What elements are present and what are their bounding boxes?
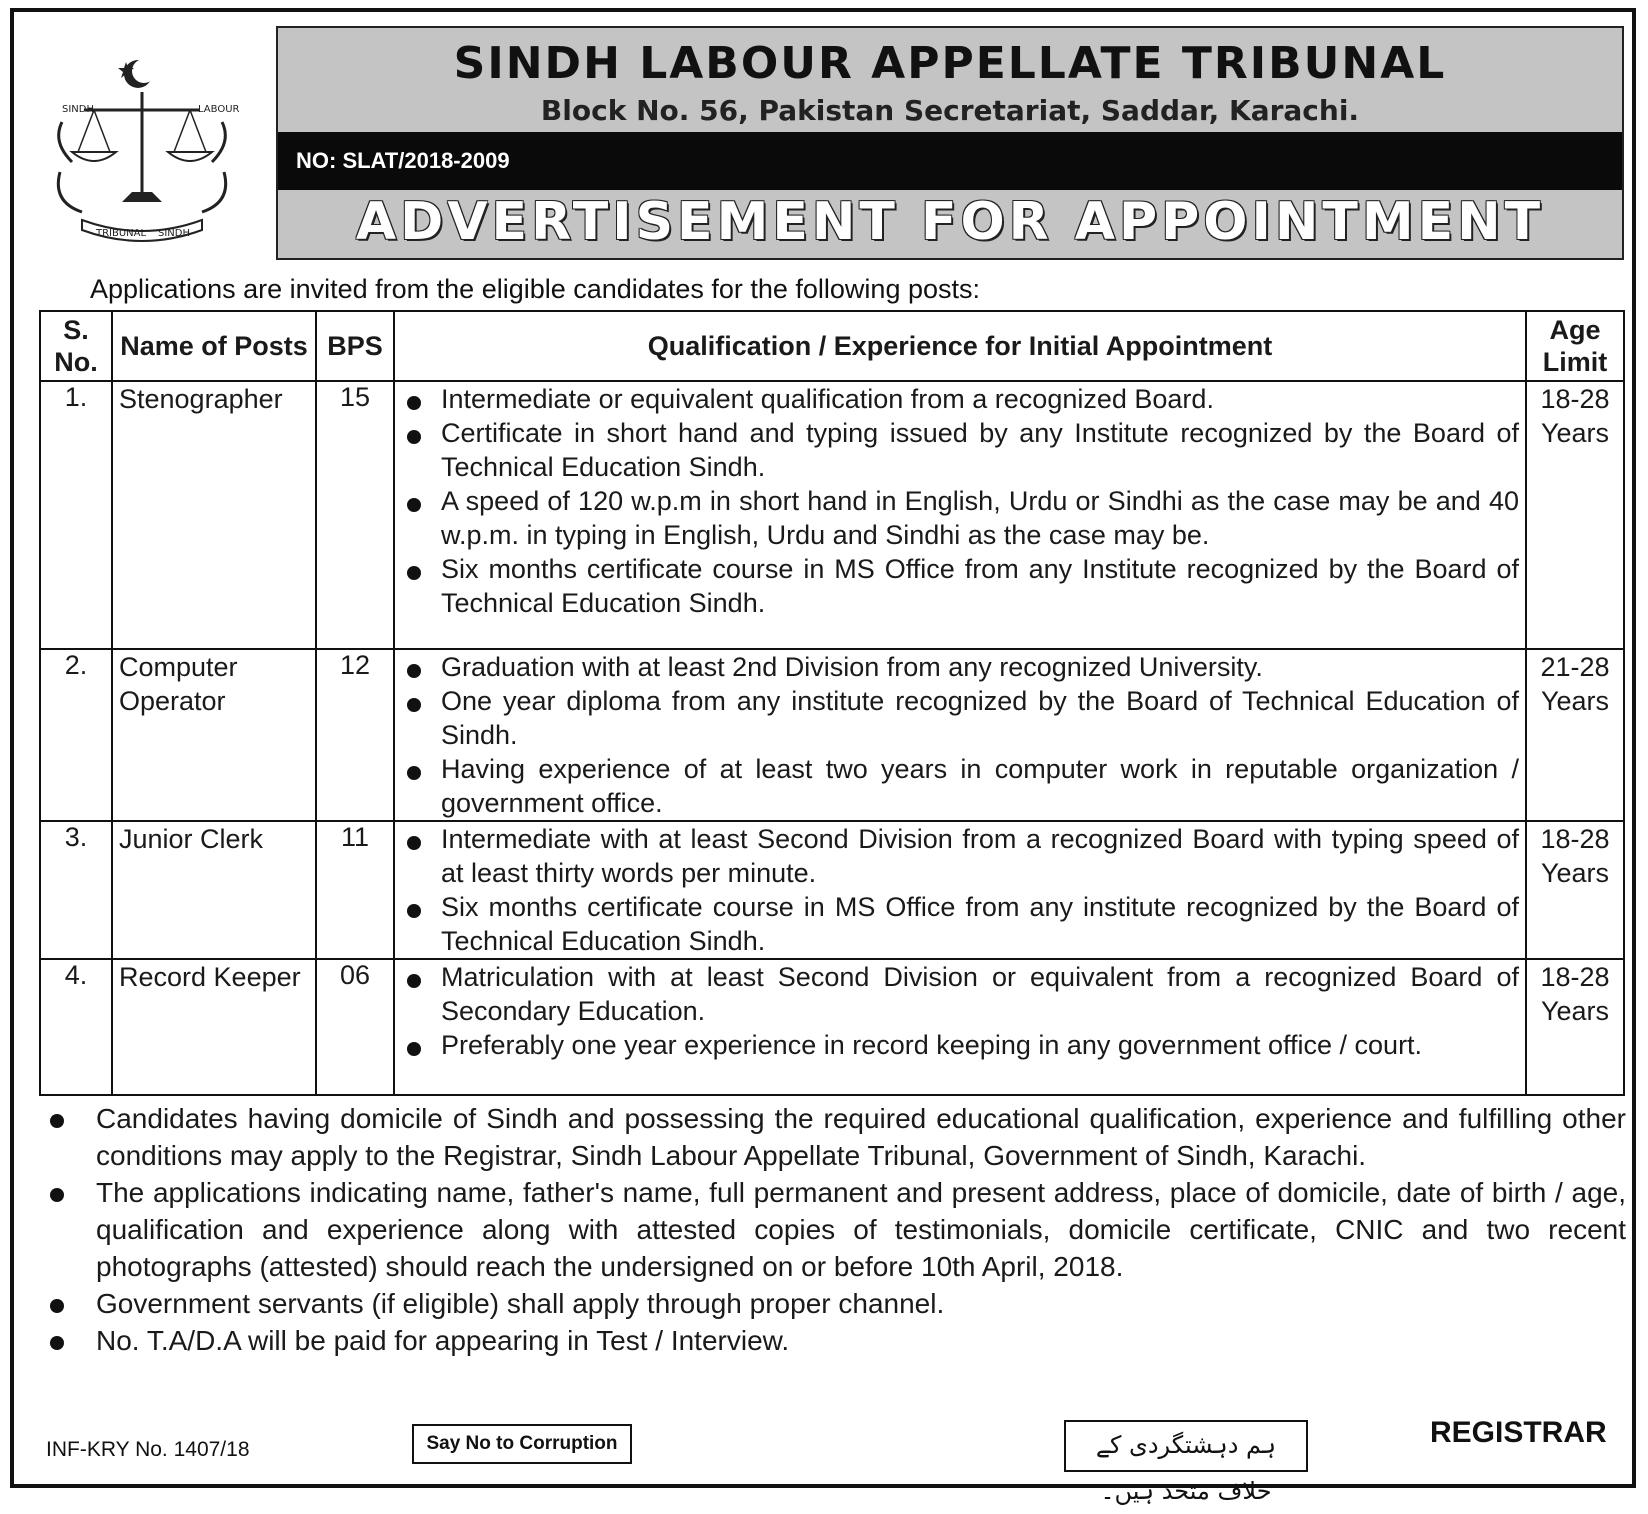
- note-item: Government servants (if eligible) shall apply through proper channel.: [36, 1285, 1626, 1322]
- cell-qualification: [394, 821, 1526, 959]
- ribbon-left-text: SINDH: [62, 104, 94, 115]
- qualification-item: Having experience of at least two years in computer work in reputable organization / government office.: [401, 752, 1519, 820]
- cell-post-name: Record Keeper: [112, 959, 316, 1095]
- table-header-row: [40, 311, 1624, 381]
- advertisement-title: ADVERTISEMENT FOR APPOINTMENT: [355, 192, 1545, 252]
- note-item: The applications indicating name, father's name, full permanent and present address, place of domicile, date of birth / age, qualification and experience along with attested copies of testimonials, domicile certificate, CNIC and two recent photographs (attested) should reach the undersigned on or before 10th April, 2018.: [36, 1174, 1626, 1285]
- header-age: Age Limit: [1526, 311, 1624, 381]
- cell-age-limit: 18-28 Years: [1526, 959, 1624, 1095]
- qualification-item: Graduation with at least 2nd Division from any recognized University.: [401, 650, 1519, 684]
- advertisement-page: [10, 8, 1636, 1505]
- cell-bps: 06: [316, 959, 394, 1095]
- signatory: REGISTRAR: [1430, 1416, 1607, 1449]
- qualification-item: Intermediate or equivalent qualification from a recognized Board.: [401, 382, 1519, 416]
- intro-text: Applications are invited from the eligible candidates for the following posts:: [90, 274, 980, 304]
- inf-number: INF-KRY No. 1407/18: [46, 1438, 250, 1461]
- cell-post-name: Stenographer: [112, 381, 316, 649]
- cell-sno: 3.: [40, 821, 112, 959]
- tribunal-emblem-icon: [42, 52, 262, 252]
- qualification-item: Certificate in short hand and typing issued by any Institute recognized by the Board of Technical Education Sindh.: [401, 416, 1519, 484]
- header-name: Name of Posts: [112, 311, 316, 381]
- posts-table: [39, 310, 1625, 1096]
- ribbon-right-text: LABOUR: [198, 104, 240, 115]
- reference-number: NO: SLAT/2018-2009: [296, 148, 510, 173]
- cell-sno: 1.: [40, 381, 112, 649]
- qualification-item: Preferably one year experience in record keeping in any government office / court.: [401, 1028, 1519, 1062]
- ribbon-bottom-right-text: SINDH: [158, 228, 190, 239]
- organization-address: Block No. 56, Pakistan Secretariat, Saddar, Karachi.: [540, 94, 1360, 127]
- cell-qualification: [394, 649, 1526, 821]
- cell-post-name: Computer Operator: [112, 649, 316, 821]
- qualification-item: Intermediate with at least Second Division from a recognized Board with typing speed of at least thirty words per minute.: [401, 822, 1519, 890]
- qualification-item: One year diploma from any institute recognized by the Board of Technical Education of Sindh.: [401, 684, 1519, 752]
- cell-age-limit: 18-28 Years: [1526, 381, 1624, 649]
- cell-bps: 11: [316, 821, 394, 959]
- cell-sno: 4.: [40, 959, 112, 1095]
- qualification-item: Matriculation with at least Second Division or equivalent from a recognized Board of Secondary Education.: [401, 960, 1519, 1028]
- cell-qualification: [394, 381, 1526, 649]
- qualification-item: A speed of 120 w.p.m in short hand in English, Urdu or Sindhi as the case may be and 40 w.p.m. in typing in English, Urdu and Sindhi as the case may be.: [401, 484, 1519, 552]
- header-qualification: Qualification / Experience for Initial Appointment: [394, 311, 1526, 381]
- header-sno: S. No.: [40, 311, 112, 381]
- cell-bps: 15: [316, 381, 394, 649]
- ribbon-bottom-left-text: TRIBUNAL: [96, 228, 147, 239]
- organization-title: SINDH LABOUR APPELLATE TRIBUNAL: [453, 38, 1447, 89]
- note-item: Candidates having domicile of Sindh and possessing the required educational qualification, experience and fulfilling other conditions may apply to the Registrar, Sindh Labour Appellate Tribunal, Government of Sindh, Karachi.: [36, 1100, 1626, 1174]
- table-row: [40, 381, 1624, 649]
- urdu-slogan: ہم دہشتگردی کے خلاف متحد ہیں۔: [1064, 1420, 1308, 1472]
- cell-age-limit: 21-28 Years: [1526, 649, 1624, 821]
- cell-bps: 12: [316, 649, 394, 821]
- table-row: [40, 959, 1624, 1095]
- notes-list: [36, 1100, 1626, 1359]
- cell-sno: 2.: [40, 649, 112, 821]
- reference-bar: [278, 132, 1622, 190]
- cell-qualification: [394, 959, 1526, 1095]
- anti-corruption-slogan: Say No to Corruption: [412, 1424, 632, 1464]
- header-bps: BPS: [316, 311, 394, 381]
- note-item: No. T.A/D.A will be paid for appearing in Test / Interview.: [36, 1322, 1626, 1359]
- table-row: [40, 649, 1624, 821]
- header-banner: [276, 26, 1624, 260]
- cell-age-limit: 18-28 Years: [1526, 821, 1624, 959]
- qualification-item: Six months certificate course in MS Office from any institute recognized by the Board of Technical Education Sindh.: [401, 890, 1519, 958]
- qualification-item: Six months certificate course in MS Office from any Institute recognized by the Board of Technical Education Sindh.: [401, 552, 1519, 620]
- cell-post-name: Junior Clerk: [112, 821, 316, 959]
- table-row: [40, 821, 1624, 959]
